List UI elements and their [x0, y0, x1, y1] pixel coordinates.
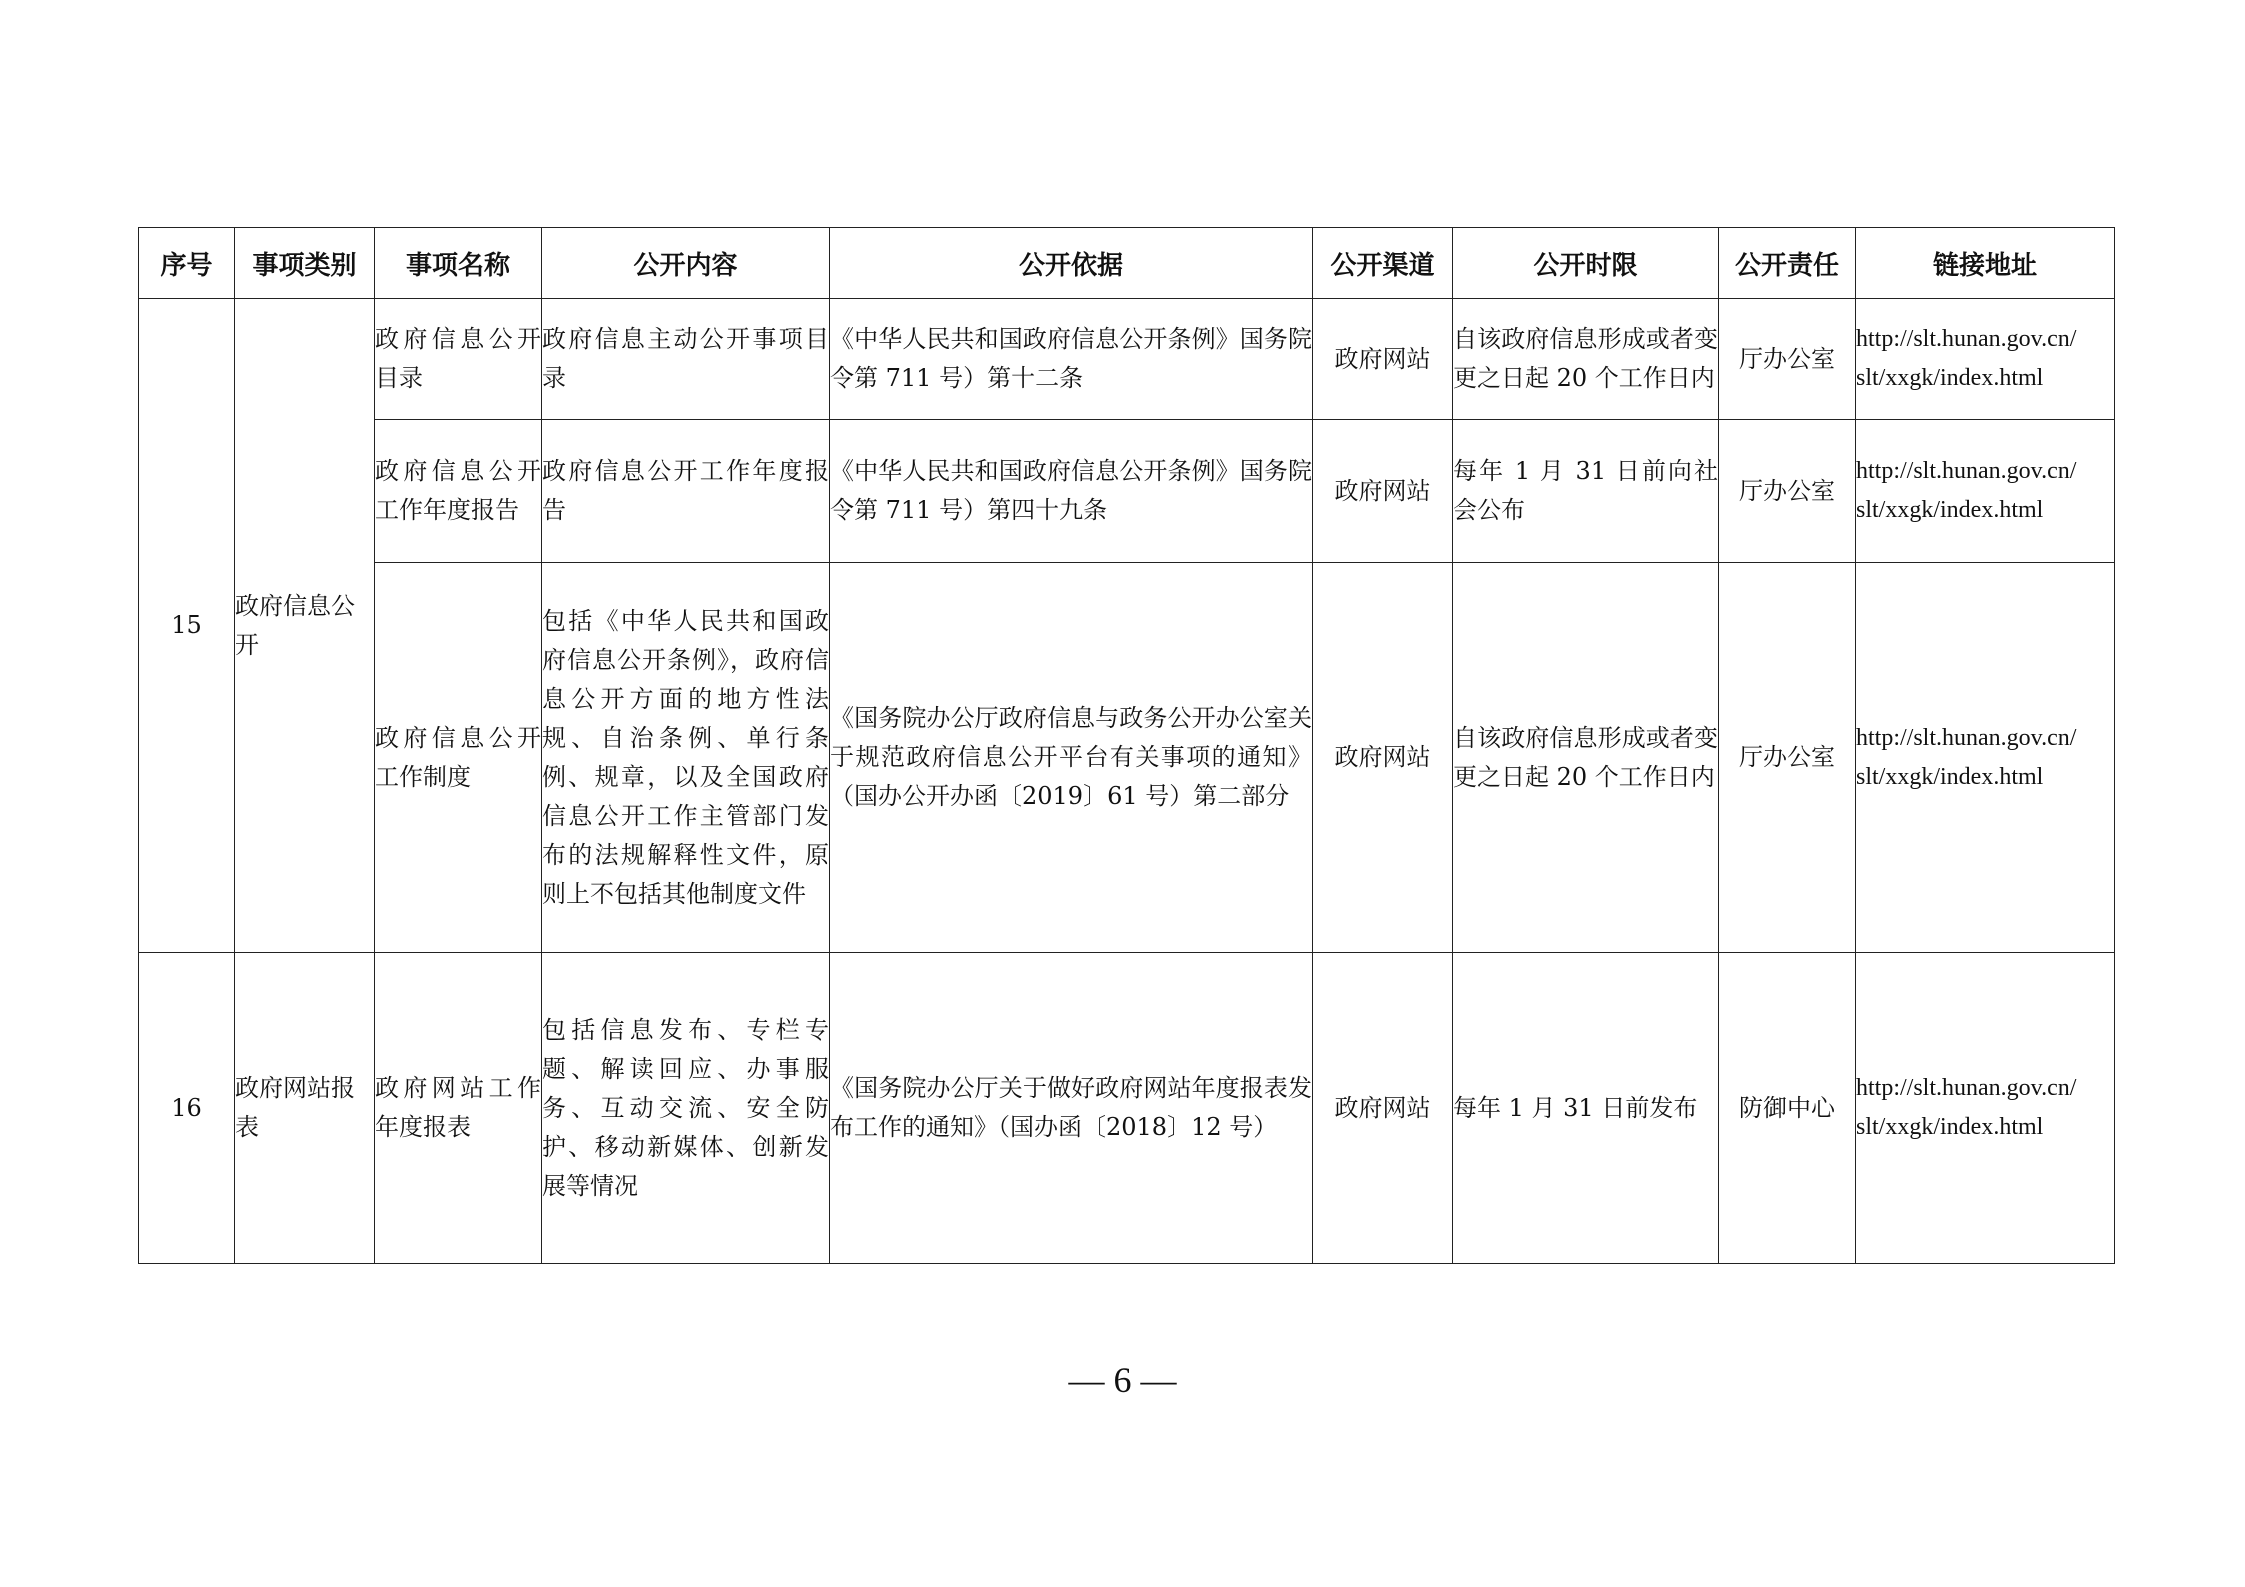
item-channel: 政府网站 [1313, 563, 1453, 953]
header-row [139, 228, 2115, 299]
table-row [139, 953, 2115, 1264]
item-channel: 政府网站 [1313, 420, 1453, 563]
table-row [139, 299, 2115, 420]
link-line-1[interactable]: http://slt.hunan.gov.cn/ [1856, 724, 2077, 751]
item-basis: 《中华人民共和国政府信息公开条例》国务院令第 711 号）第四十九条 [830, 420, 1313, 563]
page-number: — 6 — [1068, 1360, 1177, 1400]
link-line-2[interactable]: slt/xxgk/index.html [1856, 365, 2044, 391]
header-responsible: 公开责任 [1719, 228, 1856, 299]
item-link[interactable] [1856, 563, 2115, 953]
link-line-2[interactable]: slt/xxgk/index.html [1856, 763, 2044, 790]
item-name: 政府信息公开工作制度 [375, 563, 542, 953]
item-basis: 《中华人民共和国政府信息公开条例》国务院令第 711 号）第十二条 [830, 299, 1313, 420]
item-link[interactable] [1856, 953, 2115, 1264]
item-channel: 政府网站 [1313, 299, 1453, 420]
link-line-1[interactable]: http://slt.hunan.gov.cn/ [1856, 326, 2077, 352]
item-deadline: 自该政府信息形成或者变更之日起 20 个工作日内 [1453, 563, 1719, 953]
item-content: 包括《中华人民共和国政府信息公开条例》，政府信息公开方面的地方性法规、自治条例、单行条例、规章，以及全国政府信息公开工作主管部门发布的法规解释性文件，原则上不包括其他制度文件 [542, 563, 830, 953]
item-responsible: 厅办公室 [1719, 563, 1856, 953]
table-row [139, 563, 2115, 953]
link-line-2[interactable]: slt/xxgk/index.html [1856, 1114, 2044, 1140]
header-link: 链接地址 [1856, 228, 2115, 299]
item-basis: 《国务院办公厅关于做好政府网站年度报表发布工作的通知》（国办函〔2018〕12 号） [830, 953, 1313, 1264]
item-name: 政府信息公开目录 [375, 299, 542, 420]
item-deadline: 自该政府信息形成或者变更之日起 20 个工作日内 [1453, 299, 1719, 420]
item-responsible: 防御中心 [1719, 953, 1856, 1264]
header-item-name: 事项名称 [375, 228, 542, 299]
item-deadline: 每年 1 月 31 日前发布 [1453, 953, 1719, 1264]
item-link[interactable] [1856, 420, 2115, 563]
disclosure-table [138, 227, 2115, 1264]
item-link[interactable] [1856, 299, 2115, 420]
row-number: 16 [139, 953, 235, 1264]
header-content: 公开内容 [542, 228, 830, 299]
table-row [139, 420, 2115, 563]
item-content: 政府信息公开工作年度报告 [542, 420, 830, 563]
link-line-1[interactable]: http://slt.hunan.gov.cn/ [1856, 1075, 2077, 1101]
item-content: 政府信息主动公开事项目录 [542, 299, 830, 420]
item-content: 包括信息发布、专栏专题、解读回应、办事服务、互动交流、安全防护、移动新媒体、创新发展等情况 [542, 953, 830, 1264]
item-responsible: 厅办公室 [1719, 299, 1856, 420]
row-category: 政府信息公开 [235, 299, 375, 953]
link-line-1[interactable]: http://slt.hunan.gov.cn/ [1856, 458, 2077, 484]
item-name: 政府网站工作年度报表 [375, 953, 542, 1264]
row-category: 政府网站报表 [235, 953, 375, 1264]
link-line-2[interactable]: slt/xxgk/index.html [1856, 497, 2044, 523]
item-responsible: 厅办公室 [1719, 420, 1856, 563]
header-deadline: 公开时限 [1453, 228, 1719, 299]
item-deadline: 每年 1 月 31 日前向社会公布 [1453, 420, 1719, 563]
header-category: 事项类别 [235, 228, 375, 299]
item-name: 政府信息公开工作年度报告 [375, 420, 542, 563]
header-channel: 公开渠道 [1313, 228, 1453, 299]
header-number: 序号 [139, 228, 235, 299]
item-channel: 政府网站 [1313, 953, 1453, 1264]
row-number: 15 [139, 299, 235, 953]
item-basis: 《国务院办公厅政府信息与政务公开办公室关于规范政府信息公开平台有关事项的通知》（国办公开办函〔2019〕61 号）第二部分 [830, 563, 1313, 953]
header-basis: 公开依据 [830, 228, 1313, 299]
